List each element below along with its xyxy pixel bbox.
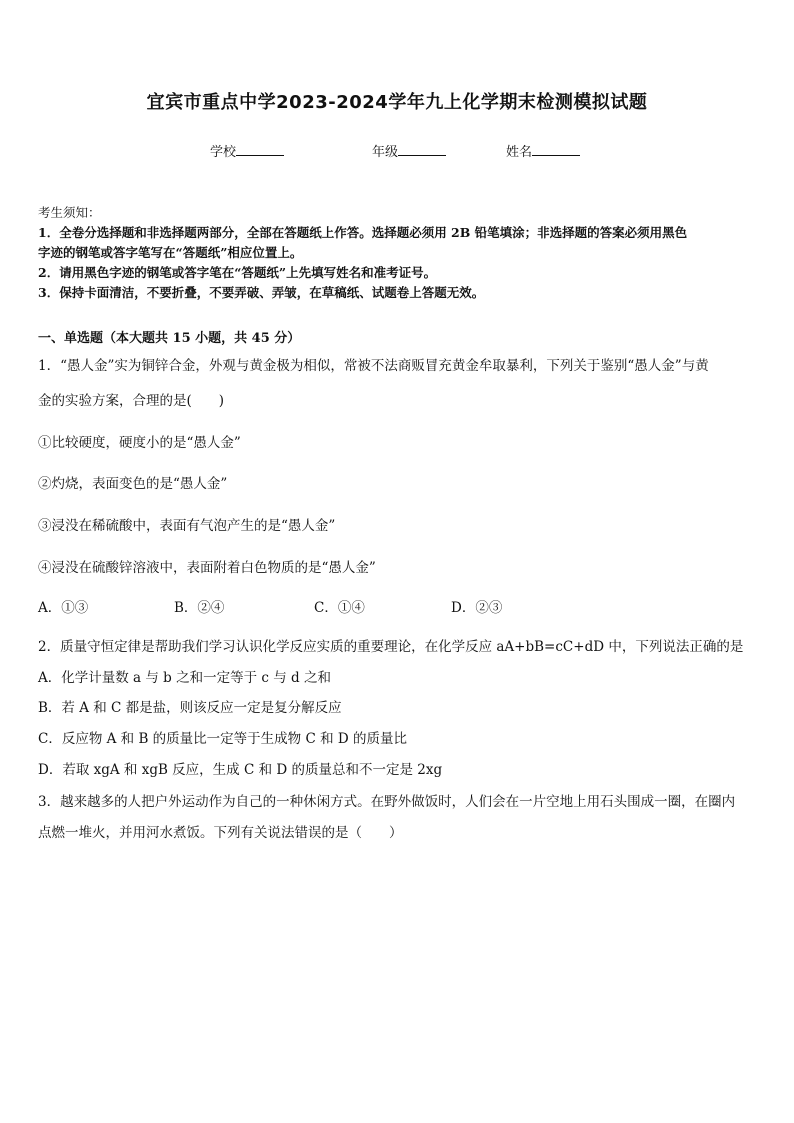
q1-choice-c: C．①④: [314, 600, 365, 616]
grade-field: [372, 141, 446, 160]
q1-statement-4: ④浸没在硫酸锌溶液中，表面附着白色物质的是“愚人金”: [38, 560, 376, 576]
grade-label: 年级: [372, 145, 399, 160]
q1-choices: [38, 596, 758, 616]
name-field: [506, 141, 580, 160]
school-field: [210, 141, 284, 160]
exam-title: 宜宾市重点中学2023-2024学年九上化学期末检测模拟试题: [146, 92, 648, 113]
q3-stem-line1: 3．越来越多的人把户外运动作为自己的一种休闲方式。在野外做饭时，人们会在一片空地上用石头围成一圈，在圈内: [38, 794, 736, 810]
student-info-row: [210, 141, 610, 159]
q2-option-d: D．若取 xgA 和 xgB 反应，生成 C 和 D 的质量总和不一定是 2xg: [38, 762, 443, 778]
q1-stem-line2: 金的实验方案，合理的是( ): [38, 393, 225, 409]
q1-choice-a: A．①③: [38, 600, 89, 616]
q1-statement-3: ③浸没在稀硫酸中，表面有气泡产生的是“愚人金”: [38, 518, 336, 534]
notice-item: 3．保持卡面清洁，不要折叠，不要弄破、弄皱，在草稿纸、试题卷上答题无效。: [38, 285, 485, 300]
name-label: 姓名: [506, 145, 533, 160]
q3-stem-line2: 点燃一堆火，并用河水煮饭。下列有关说法错误的是（ ）: [38, 825, 403, 841]
school-label: 学校: [210, 145, 237, 160]
section-heading: 一、单选题（本大题共 15 小题，共 45 分）: [38, 331, 301, 346]
q1-choice-b: B．②④: [174, 600, 225, 616]
exam-notice: [38, 203, 758, 303]
q1-choice-d: D．②③: [451, 600, 503, 616]
name-blank: [532, 142, 580, 156]
notice-item: 字迹的钢笔或答字笔写在“答题纸”相应位置上。: [38, 245, 303, 260]
q1-statement-2: ②灼烧，表面变色的是“愚人金”: [38, 476, 228, 492]
q2-stem: 2．质量守恒定律是帮助我们学习认识化学反应实质的重要理论，在化学反应 aA+bB=cC+dD 中，下列说法正确的是: [38, 639, 744, 655]
q1-stem-line1: 1．“愚人金”实为铜锌合金，外观与黄金极为相似，常被不法商贩冒充黄金牟取暴利，下列关于鉴别“愚人金”与黄: [38, 358, 709, 374]
q2-option-c: C．反应物 A 和 B 的质量比一定等于生成物 C 和 D 的质量比: [38, 731, 407, 747]
school-blank: [236, 142, 284, 156]
notice-heading: 考生须知：: [38, 205, 101, 220]
grade-blank: [398, 142, 446, 156]
notice-item: 1．全卷分选择题和非选择题两部分，全部在答题纸上作答。选择题必须用 2B 铅笔填涂；非选择题的答案必须用黑色: [38, 225, 688, 240]
q2-option-b: B．若 A 和 C 都是盐，则该反应一定是复分解反应: [38, 700, 342, 716]
q1-statement-1: ①比较硬度，硬度小的是“愚人金”: [38, 435, 241, 451]
notice-item: 2．请用黑色字迹的钢笔或答字笔在“答题纸”上先填写姓名和准考证号。: [38, 265, 437, 280]
q2-option-a: A．化学计量数 a 与 b 之和一定等于 c 与 d 之和: [38, 670, 331, 686]
